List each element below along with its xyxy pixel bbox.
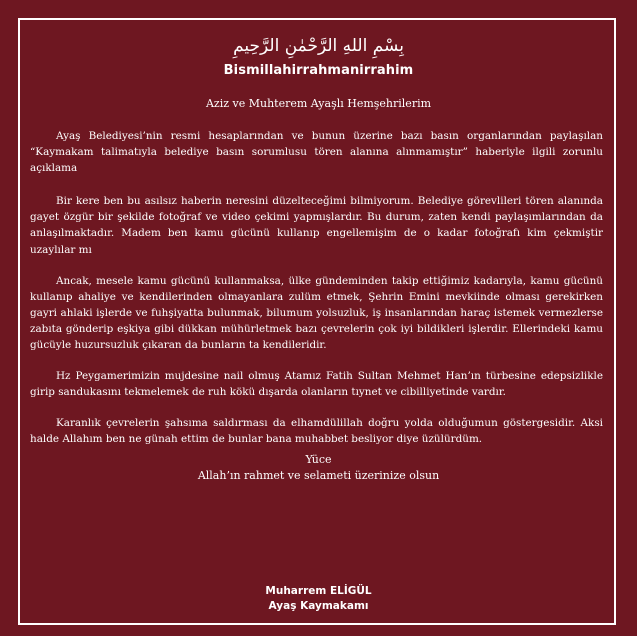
document-title: Bismillahirrahmanirrahim xyxy=(223,63,414,78)
closing-line-1: Yüce xyxy=(305,452,332,466)
closing-line-2: Allah’ın rahmet ve selameti üzerinize olsun xyxy=(197,468,440,482)
paragraph-5: Karanlık çevrelerin şahsıma saldırması da elhamdülillah doğru yolda olduğumun göstergesidir. Aksi halde Allahım ben ne günah ettim de bunlar bana muhabbet besliyor diye üzülürdüm. xyxy=(30,417,603,446)
paragraph-4: Hz Peygamerimizin mujdesine nail olmuş Atamız Fatih Sultan Mehmet Han’ın türbesine edepsizlikle girip sandukasını tekmelemek de ruh kökü dışarda olanların tıynet ve cibilliyetinde vardır. xyxy=(30,370,603,399)
salutation: Aziz ve Muhterem Ayaşlı Hemşehrilerim xyxy=(205,97,432,110)
signature-title: Ayaş Kaymakamı xyxy=(268,600,369,612)
basmala-arabic: بِسْمِ اللهِ الرَّحْمٰنِ الرَّحِيمِ xyxy=(233,36,404,56)
paragraph-1: Ayaş Belediyesi’nin resmi hesaplarından ve bunun üzerine bazı basın organlarından paylaşılan “Kaymakam talimatıyla belediye basın sorumlusu tören alanına alınmamıştır” haberiyle ilgili zorunlu açıklama xyxy=(30,130,603,175)
signature-name: Muharrem ELİGÜL xyxy=(265,585,372,597)
statement-document xyxy=(30,34,607,620)
paragraph-2: Bir kere ben bu asılsız haberin neresini düzelteceğimi bilmiyorum. Belediye görevlileri tören alanında gayet özgür bir şekilde fotoğraf ve video çekimi yapmışlardır. Bu durum, zaten kendi paylaşımlarından da anlaşılmaktadır. Madem ben kamu gücünü kullanıp engellemişim de o kadar fotoğrafı kim çekmiştir uzaylılar mı xyxy=(30,195,603,256)
paragraph-3: Ancak, mesele kamu gücünü kullanmaksa, ülke gündeminden takip ettiğimiz kadarıyla, kamu gücünü kullanıp ahaliye ve kendilerinden olmayanlara zulüm etmek, Şehrin Emini mevkiinde olması gerekirken gayri ahlaki işlerde ve fuhşiyatta bulunmak, bilumum yolsuzluk, iş insanlarından haraç istemek vermezlerse zabıta gönderip eşkiya gibi dükkan mühürletmek bazı çevrelerin çok iyi bildikleri işlerdir. Ellerindeki kamu gücüyle huzursuzluk çıkaran da bunların ta kendileridir. xyxy=(30,274,603,352)
